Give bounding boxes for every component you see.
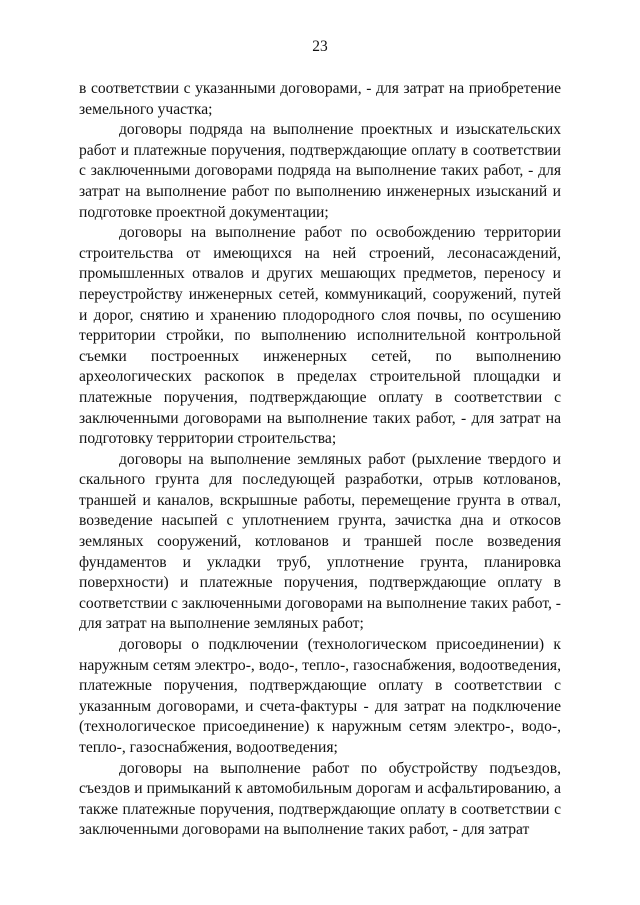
paragraph: договоры о подключении (технологическом присоединении) к наружным сетям электро-, водо-, тепло-, газоснабжения, водоотведения, платежные поручения, подтверждающие оплату в соответствии с указанным договорами, и счета-фактуры - для затрат на подключение (технологическое присоединение) к наружным сетям электро-, водо-, тепло-, газоснабжения, водоотведения; <box>79 636 561 756</box>
document-body <box>79 79 561 841</box>
paragraph: договоры подряда на выполнение проектных и изыскательских работ и платежные поручения, подтверждающие оплату в соответствии с заключенными договорами подряда на выполнение таких работ, - для затрат на выполнение работ по выполнению инженерных изысканий и подготовке проектной документации; <box>79 121 561 221</box>
paragraph: в соответствии с указанными договорами, - для затрат на приобретение земельного участка; <box>79 80 561 118</box>
paragraph: договоры на выполнение земляных работ (рыхление твердого и скального грунта для последующей разработки, отрыв котлованов, траншей и каналов, вскрышные работы, перемещение грунта в отвал, возведение насыпей с уплотнением грунта, зачистка дна и откосов земляных сооружений, котлованов и траншей после возведения фундаментов и укладки труб, уплотнение грунта, планировка поверхности) и платежные поручения, подтверждающие оплату в соответствии с заключенными договорами на выполнение таких работ, - для затрат на выполнение земляных работ; <box>79 450 561 633</box>
paragraph: договоры на выполнение работ по обустройству подъездов, съездов и примыканий к автомобильным дорогам и асфальтированию, а также платежные поручения, подтверждающие оплату в соответствии с заключенными договорами на выполнение таких работ, - для затрат <box>79 759 561 839</box>
page-number: 23 <box>312 38 328 55</box>
paragraph: договоры на выполнение работ по освобождению территории строительства от имеющихся на ней строений, лесонасаждений, промышленных отвалов и других мешающих предметов, переносу и переустройству инженерных сетей, коммуникаций, сооружений, путей и дорог, снятию и хранению плодородного слоя почвы, по осушению территории стройки, по выполнению исполнительной контрольной съемки построенных инженерных сетей, по выполнению археологических раскопок в пределах строительной площадки и платежные поручения, подтверждающие оплату в соответствии с заключенными договорами на выполнение таких работ, - для затрат на подготовку территории строительства; <box>79 224 561 448</box>
